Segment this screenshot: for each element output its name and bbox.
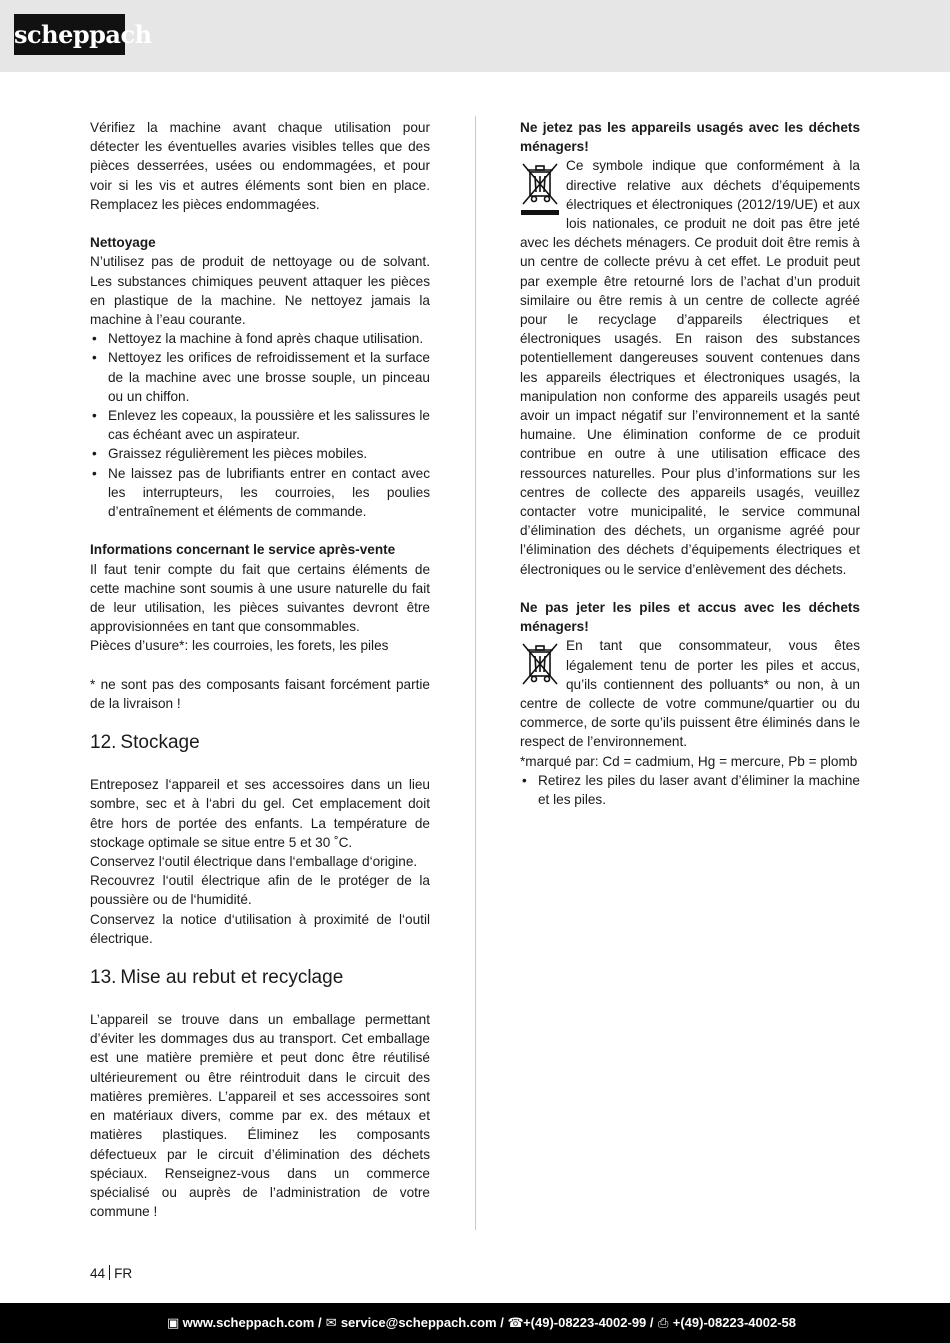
battery-paragraph: En tant que consommateur, vous êtes légalement tenu de porter les piles et accus, qu’ils contiennent des polluants* ou non, à un centre de collecte de votre commune/quartier ou du commerce, de sorte qu’ils puissent être éliminés dans le respect de l’environnement. xyxy=(520,638,860,750)
section-title: Stockage xyxy=(120,732,200,754)
crossed-bin-icon xyxy=(520,640,560,688)
cleaning-heading: Nettoyage xyxy=(90,235,156,251)
storage-paragraph: Conservez l‘outil électrique dans l‘emballage d‘origine. xyxy=(90,854,418,870)
right-column xyxy=(520,118,860,809)
page-number xyxy=(90,1265,132,1281)
page-number-value: 44 xyxy=(90,1266,106,1281)
list-item: • Nettoyez la machine à fond après chaque utilisation. xyxy=(90,329,430,348)
battery-list xyxy=(520,771,860,809)
phone-icon: ☎ xyxy=(507,1315,524,1330)
storage-paragraph: Conservez la notice d‘utilisation à proximité de l‘outil électrique. xyxy=(90,911,430,946)
email-link[interactable]: service@scheppach.com xyxy=(340,1315,497,1330)
weee-heading: Ne jetez pas les appareils usagés avec les déchets ménagers! xyxy=(520,120,860,155)
section-number: 12. xyxy=(90,732,117,754)
list-item: • Retirez les piles du laser avant d’éliminer la machine et les piles. xyxy=(520,771,860,809)
fax-number: +(49)-08223-4002-58 xyxy=(672,1315,796,1330)
battery-block xyxy=(520,636,860,751)
page-language: FR xyxy=(114,1266,133,1281)
inspection-paragraph: Vérifiez la machine avant chaque utilisation pour détecter les éventuelles avaries visibles telles que des pièces desserrées, usées ou endommagées, et pour voir si les vis et autres éléments sont bien en place. Remplacez les pièces endommagées. xyxy=(90,120,430,212)
cleaning-list xyxy=(90,329,430,521)
computer-icon: ▣ xyxy=(167,1315,180,1330)
battery-heading: Ne pas jeter les piles et accus avec les déchets ménagers! xyxy=(520,600,860,635)
list-item: • Nettoyez les orifices de refroidissement et la surface de la machine avec une brosse souple, un pinceau ou un chiffon. xyxy=(90,348,430,406)
list-item: • Enlevez les copeaux, la poussière et les salissures le cas échéant avec un aspirateur. xyxy=(90,406,430,444)
service-paragraph: Il faut tenir compte du fait que certains éléments de cette machine sont soumis à une usure naturelle du fait de leur utilisation, les pièces suivantes devront être approvisionnées en tant que consommables. xyxy=(90,561,430,635)
storage-paragraph: Recouvrez l‘outil électrique afin de le protéger de la poussière ou de l‘humidité. xyxy=(90,873,430,908)
service-heading: Informations concernant le service après-vente xyxy=(90,542,396,558)
storage-paragraph: Entreposez l‘appareil et ses accessoires dans un lieu sombre, sec et à l‘abri du gel. Cet emplacement doit être hors de portée des enfants. La température de stockage optimale se situe entre 5 et 30 ˚C. xyxy=(90,777,430,850)
contact-line: ▣ www.scheppach.com / ✉ service@scheppach.com / ☎ +(49)-08223-4002-99 / ⎙ +(49)-08223-4002-58 xyxy=(167,1303,796,1343)
page-separator xyxy=(109,1265,110,1280)
disposal-paragraph: L’appareil se trouve dans un emballage permettant d’éviter les dommages dus au transport. Cet emballage est une matière première et peut donc être réutilisé ultérieurement ou être réintroduit dans le circuit des matières premières. L’appareil et ses accessoires sont en matériaux divers, comme par ex. des métaux et matières plastiques. Éliminez les composants défectueux par le circuit d’élimination des déchets spéciaux. Renseignez-vous dans un commerce spécialisé ou auprès de l’administration de votre commune ! xyxy=(90,1012,430,1220)
weee-block xyxy=(520,156,860,578)
section-number: 13. xyxy=(90,967,117,989)
column-divider xyxy=(475,116,476,1230)
list-item: • Graissez régulièrement les pièces mobiles. xyxy=(90,444,430,463)
mail-icon: ✉ xyxy=(325,1315,337,1330)
left-column xyxy=(90,118,430,1221)
delivery-note: * ne sont pas des composants faisant forcément partie de la livraison ! xyxy=(90,676,430,712)
phone-number: +(49)-08223-4002-99 xyxy=(523,1315,647,1330)
wear-parts-line: Pièces d’usure*: les courroies, les forets, les piles xyxy=(90,638,389,654)
storage-heading xyxy=(90,731,430,755)
disposal-heading xyxy=(90,966,430,990)
fax-icon: ⎙ xyxy=(657,1315,669,1330)
footer-band xyxy=(0,1303,950,1343)
website-link[interactable]: www.scheppach.com xyxy=(182,1315,315,1330)
crossed-bin-icon xyxy=(520,160,560,216)
weee-paragraph: Ce symbole indique que conformément à la directive relative aux déchets d’équipements électriques et électroniques (2012/19/UE) et aux lois nationales, ce produit ne doit pas être jeté avec les déchets ménagers. Ce produit doit être remis à un centre de collecte prévu à cet effet. Le produit peut par exemple être retourné lors de l’achat d’un produit similaire ou être remis à un centre de collecte agréé pour le recyclage d’appareils électriques et électroniques usagés. En raison des substances potentiellement dangereuses souvent contenues dans les appareils électriques et électroniques usagés, la manipulation non conforme des appareils usagés peut avoir un impact négatif sur l’environnement et la santé humaine. Une élimination conforme de ce produit contribue en outre à une utilisation efficace des ressources naturelles. Pour plus d’informations sur les centres de collecte des appareils usagés, veuillez contacter votre municipalité, le service communal d’élimination des déchets, un organisme agréé pour l’élimination des déchets d’équipements électriques et électroniques ou le service d’enlèvement des déchets. xyxy=(520,158,860,577)
list-item: • Ne laissez pas de lubrifiants entrer en contact avec les interrupteurs, les courroies, les poulies d’entraînement et éléments de commande. xyxy=(90,464,430,522)
battery-note: *marqué par: Cd = cadmium, Hg = mercure, Pb = plomb xyxy=(520,753,858,769)
cleaning-paragraph: N’utilisez pas de produit de nettoyage ou de solvant. Les substances chimiques peuvent attaquer les pièces en plastique de la machine. Ne nettoyez jamais la machine à l’eau courante. xyxy=(90,254,430,328)
scheppach-logo: scheppach xyxy=(14,14,125,55)
section-title: Mise au rebut et recyclage xyxy=(120,967,344,989)
